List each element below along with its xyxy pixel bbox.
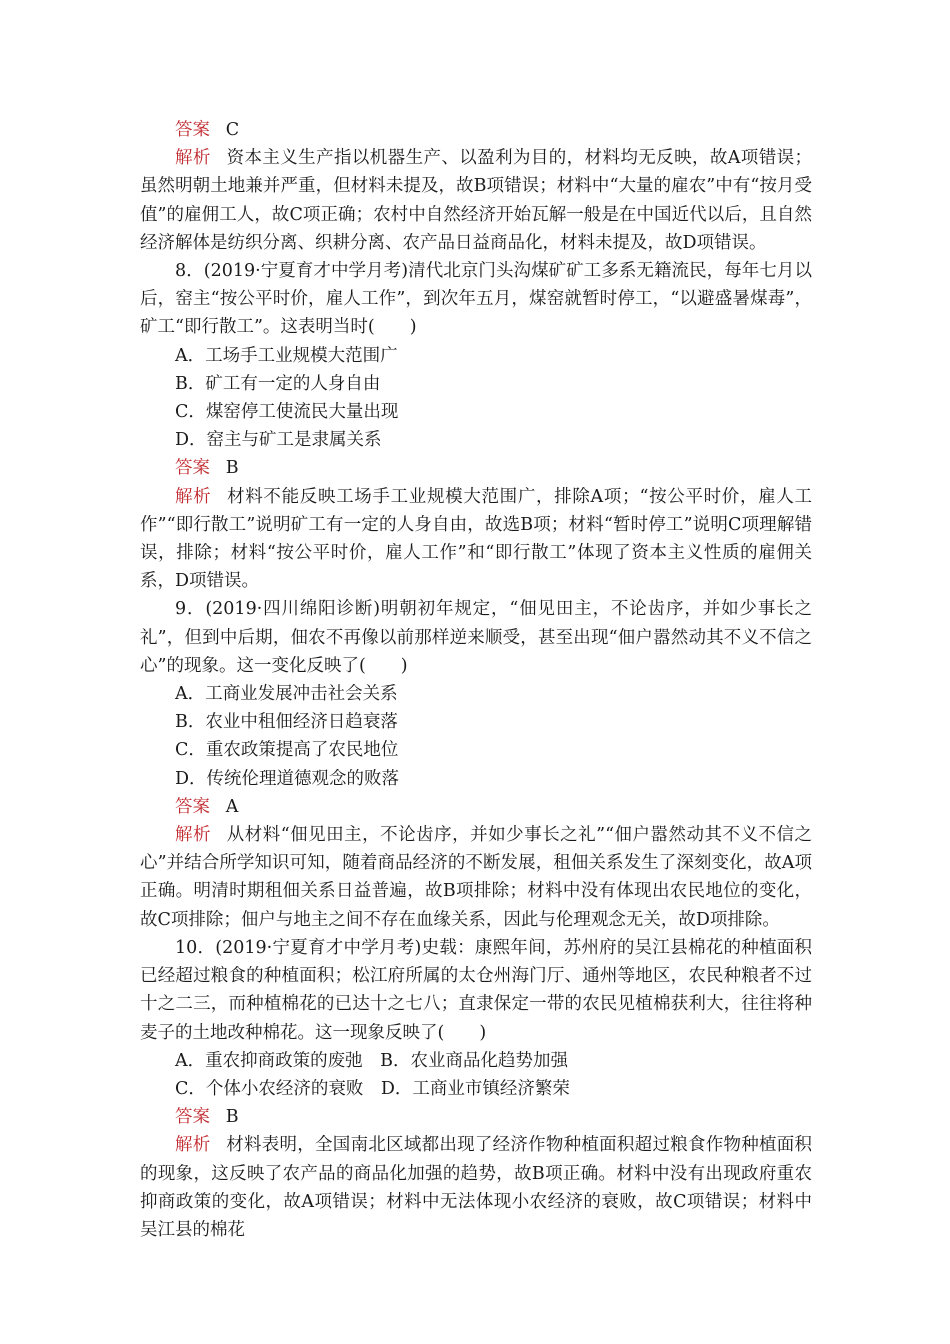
options-row-2-q10 xyxy=(140,1075,812,1103)
answer-value: B xyxy=(225,458,239,479)
option-b-q8: B．矿工有一定的人身自由 xyxy=(175,373,381,394)
analysis-label: 解析 xyxy=(175,825,211,846)
option-a-q10: A．重农抑商政策的废弛 xyxy=(175,1050,363,1071)
option-c-q9: C．重农政策提高了农民地位 xyxy=(175,740,399,761)
answer-label: 答案 xyxy=(175,796,210,817)
answer-label: 答案 xyxy=(175,120,210,140)
analysis-text: 材料表明，全国南北区域都出现了经济作物种植面积超过粮食作物种植面积的现象，这反映了农产品的商品化加强的趋势，故B项正确。材料中没有出现政府重农抑商政策的变化，故A项错误；材料中无法体现小农经济的衰败，故C项错误；材料中吴江县的棉花 xyxy=(140,1135,812,1240)
analysis-q7 xyxy=(140,144,812,257)
answer-line-q7 xyxy=(140,116,812,144)
answer-value: B xyxy=(225,1107,239,1128)
analysis-text: 材料不能反映工场手工业规模大范围广，排除A项；“按公平时价，雇人工作”“即行散工”说明矿工有一定的人身自由，故选B项；材料“暂时停工”说明C项理解错误，排除；材料“按公平时价，雇人工作”和“即行散工”体现了资本主义性质的雇佣关系，D项错误。 xyxy=(140,486,812,592)
analysis-label: 解析 xyxy=(175,1135,211,1156)
document-body xyxy=(140,116,812,1244)
option-c-q8: C．煤窑停工使流民大量出现 xyxy=(175,402,399,423)
analysis-label: 解析 xyxy=(175,486,212,507)
analysis-text: 从材料“佃见田主，不论齿序，并如少事长之礼”“佃户嚣然动其不义不信之心”并结合所学知识可知，随着商品经济的不断发展，租佃关系发生了深刻变化，故A项正确。明清时期租佃关系日益普遍，故B项排除；材料中没有体现出农民地位的变化，故C项排除；佃户与地主之间不存在血缘关系，因此与伦理观念无关，故D项排除。 xyxy=(140,825,812,930)
option-a-q8: A．工场手工业规模大范围广 xyxy=(175,345,398,366)
answer-line-q10 xyxy=(140,1103,812,1131)
option-d-q9: D．传统伦理道德观念的败落 xyxy=(175,768,400,789)
option-b-q9: B．农业中租佃经济日趋衰落 xyxy=(175,712,398,733)
option-c-q10: C．个体小农经济的衰败 xyxy=(175,1078,364,1099)
analysis-text: 资本主义生产指以机器生产、以盈利为目的，材料均无反映，故A项错误；虽然明朝土地兼并严重，但材料未提及，故B项错误；材料中“大量的雇农”中有“按月受值”的雇佣工人，故C项正确；农村中自然经济开始瓦解一般是在中国近代以后，且自然经济解体是纺织分离、织耕分离、农产品日益商品化，材料未提及，故D项错误。 xyxy=(140,148,813,253)
answer-line-q8 xyxy=(140,454,812,482)
answer-line-q9 xyxy=(140,793,812,821)
option-d-q10: D．工商业市镇经济繁荣 xyxy=(380,1078,570,1099)
option-a-q9: A．工商业发展冲击社会关系 xyxy=(175,684,398,705)
answer-label: 答案 xyxy=(175,458,210,479)
question-stem-q8: 8．(2019·宁夏育才中学月考)清代北京门头沟煤矿矿工多系无籍流民，每年七月以后，窑主“按公平时价，雇人工作”，到次年五月，煤窑就暂时停工，“以避盛暑煤毒”，矿工“即行散工”。这表明当时( ) xyxy=(140,261,812,338)
question-stem-q9: 9．(2019·四川绵阳诊断)明朝初年规定，“佃见田主，不论齿序，并如少事长之礼”，但到中后期，佃农不再像以前那样逆来顺受，甚至出现“佃户嚣然动其不义不信之心”的现象。这一变化反映了( ) xyxy=(140,599,812,676)
options-row-1-q10 xyxy=(140,1047,812,1075)
answer-value: A xyxy=(225,796,239,817)
analysis-q8 xyxy=(140,483,812,596)
analysis-q9 xyxy=(140,821,812,934)
question-stem-q10: 10．(2019·宁夏育才中学月考)史载：康熙年间，苏州府的吴江县棉花的种植面积已经超过粮食的种植面积；松江府所属的太仓州海门厅、通州等地区，农民种粮者不过十之二三，而种植棉花的已达十之七八；直隶保定一带的农民见植棉获利大，往往将种麦子的土地改种棉花。这一现象反映了( ) xyxy=(140,937,812,1043)
option-b-q10: B．农业商品化趋势加强 xyxy=(380,1050,568,1071)
analysis-label: 解析 xyxy=(175,148,211,169)
answer-value: C xyxy=(225,120,240,140)
analysis-q10 xyxy=(140,1131,812,1244)
option-d-q8: D．窑主与矿工是隶属关系 xyxy=(175,430,382,451)
answer-label: 答案 xyxy=(175,1107,210,1128)
